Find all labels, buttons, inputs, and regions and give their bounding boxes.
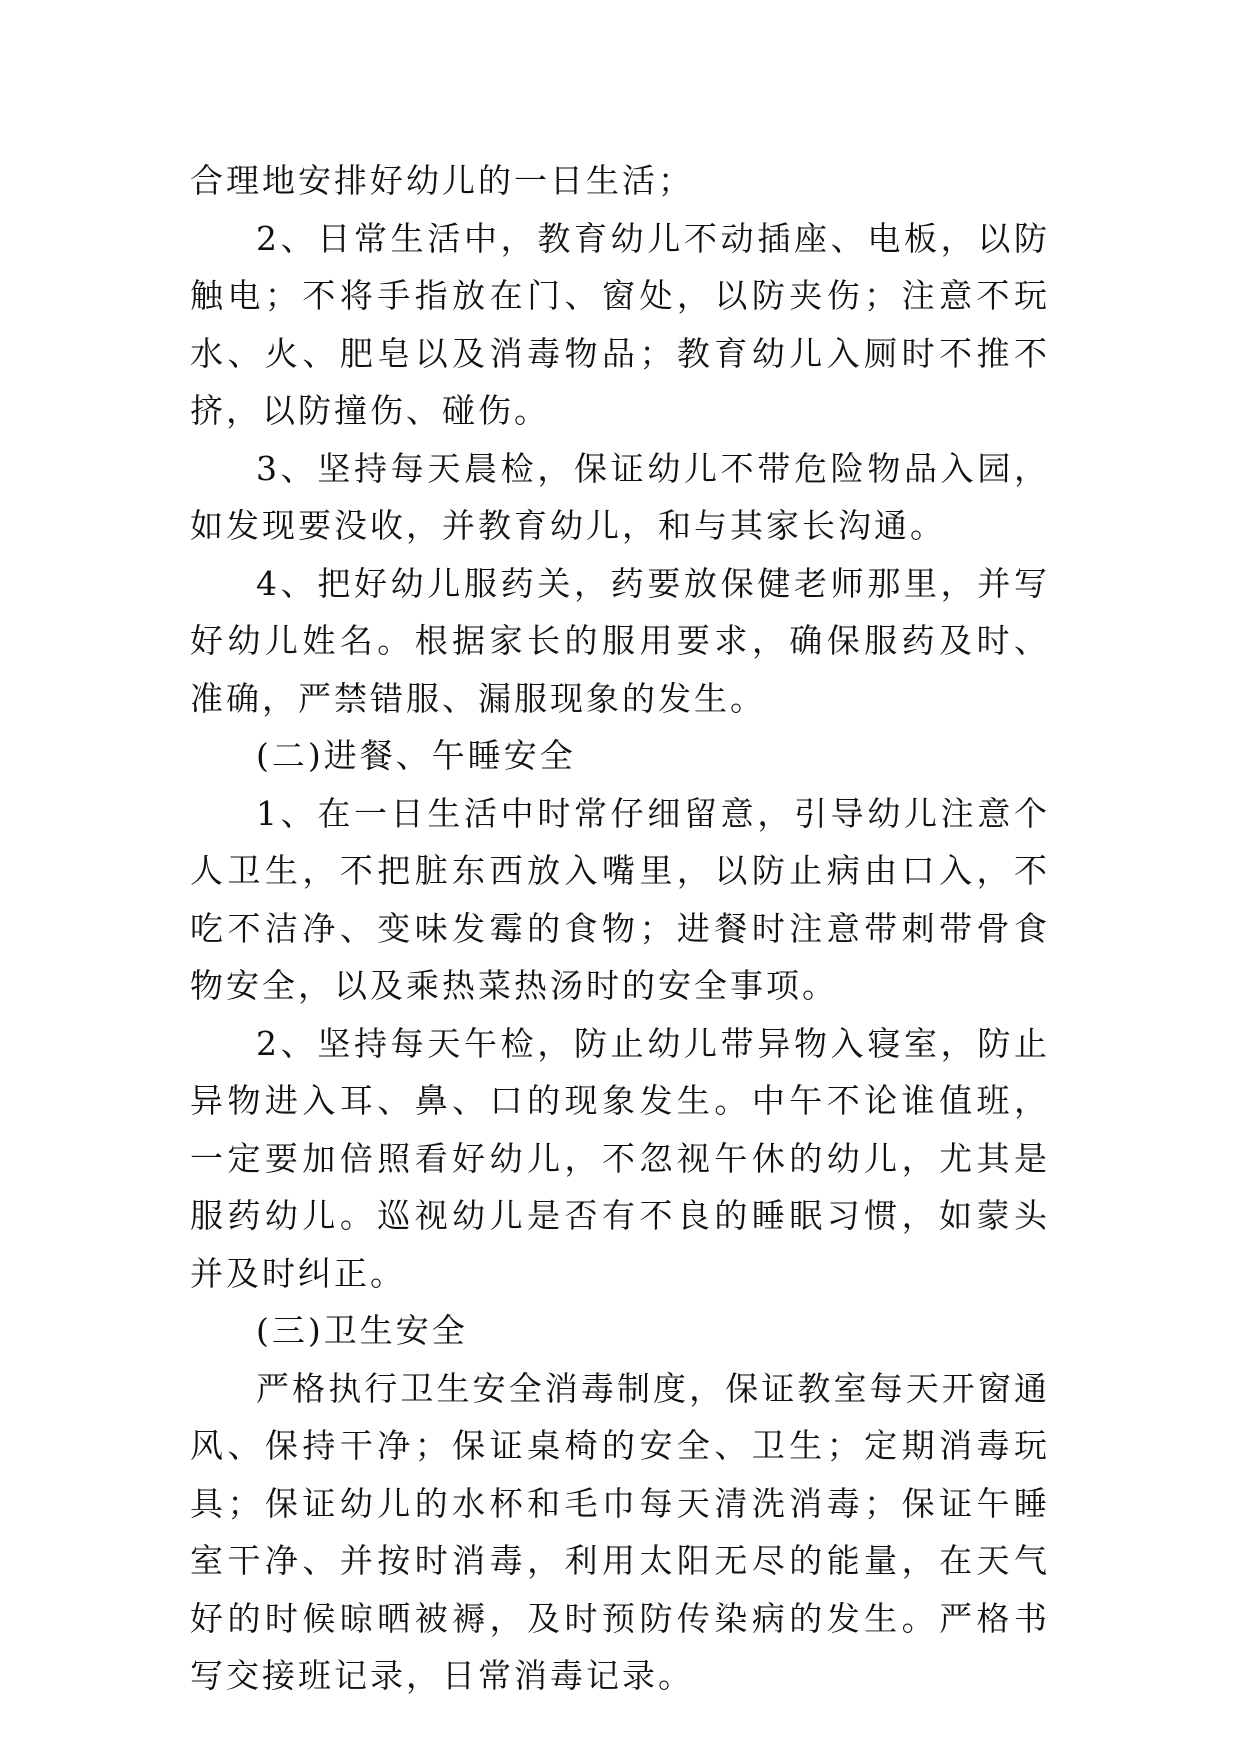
paragraph-item-3: 3、坚持每天晨检，保证幼儿不带危险物品入园，如发现要没收，并教育幼儿，和与其家长沟通。 bbox=[190, 448, 1050, 545]
paragraph-item-2: 2、日常生活中，教育幼儿不动插座、电板，以防触电；不将手指放在门、窗处，以防夹伤；注意不玩水、火、肥皂以及消毒物品；教育幼儿入厕时不推不挤，以防撞伤、碰伤。 bbox=[190, 218, 1050, 430]
paragraph-nap-item-2: 2、坚持每天午检，防止幼儿带异物入寝室，防止异物进入耳、鼻、口的现象发生。中午不论谁值班，一定要加倍照看好幼儿，不忽视午休的幼儿，尤其是服药幼儿。巡视幼儿是否有不良的睡眠习惯，如蒙头并及时纠正。 bbox=[190, 1023, 1050, 1293]
section-heading-meal-nap-safety: (二)进餐、午睡安全 bbox=[256, 736, 576, 775]
document-body bbox=[190, 152, 1050, 1705]
paragraph-meal-item-1: 1、在一日生活中时常仔细留意，引导幼儿注意个人卫生，不把脏东西放入嘴里，以防止病由口入，不吃不洁净、变味发霉的食物；进餐时注意带刺带骨食物安全，以及乘热菜热汤时的安全事项。 bbox=[190, 793, 1050, 1005]
paragraph-hygiene: 严格执行卫生安全消毒制度，保证教室每天开窗通风、保持干净；保证桌椅的安全、卫生；定期消毒玩具；保证幼儿的水杯和毛巾每天清洗消毒；保证午睡室干净、并按时消毒，利用太阳无尽的能量，在天气好的时候晾晒被褥，及时预防传染病的发生。严格书写交接班记录，日常消毒记录。 bbox=[190, 1368, 1050, 1695]
paragraph-continuation: 合理地安排好幼儿的一日生活； bbox=[190, 161, 694, 200]
paragraph-item-4: 4、把好幼儿服药关，药要放保健老师那里，并写好幼儿姓名。根据家长的服用要求，确保服药及时、准确，严禁错服、漏服现象的发生。 bbox=[190, 563, 1050, 718]
section-heading-hygiene-safety: (三)卫生安全 bbox=[256, 1311, 468, 1350]
